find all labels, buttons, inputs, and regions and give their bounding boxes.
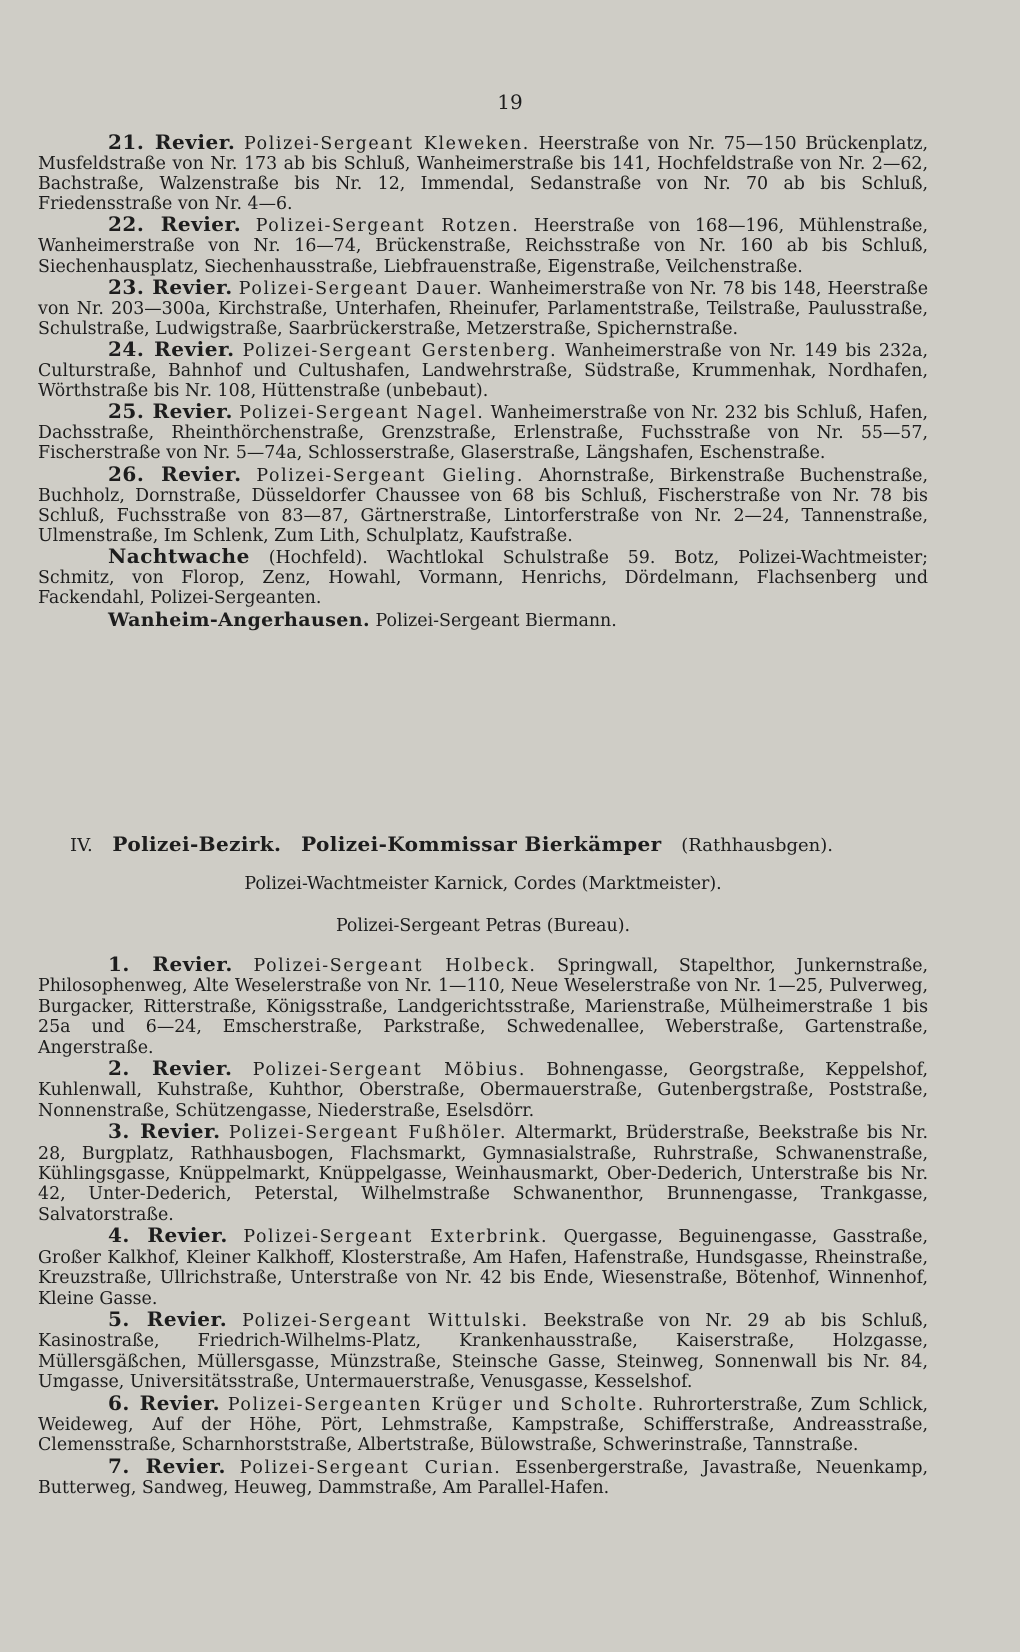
bezirk-bureau: Polizei-Sergeant Petras (Bureau).	[335, 916, 631, 936]
revier-entry-4	[38, 1225, 928, 1309]
revier-officer: Polizei-Sergeant Kleweken.	[244, 134, 530, 154]
revier-streets: Wanheimerstraße von Nr. 149 bis 232a, Culturstraße, Bahnhof und Cultushafen, Landwehrstraße, Südstraße, Krummenhak, Nordhafen, Wörthstraße bis Nr. 108, Hüttenstraße (unbebaut).	[38, 340, 928, 402]
revier-number: 4. Revier.	[108, 1223, 228, 1248]
revier-streets: Ruhrorterstraße, Zum Schlick, Weideweg, Auf der Höhe, Pört, Lehmstraße, Kampstraße, Schifferstraße, Andreasstraße, Clemensstraße, Scharnhorststraße, Albertstraße, Bülowstraße, Schwerinstraße, Tannstraße.	[38, 1394, 929, 1456]
revier-entry-5	[38, 1306, 928, 1393]
revier-streets: Wanheimerstraße von Nr. 78 bis 148, Heerstraße von Nr. 203—300a, Kirchstraße, Unterhafen, Rheinufer, Parlamentstraße, Teilstraße, Paulusstraße, Schulstraße, Ludwigstraße, Saarbrückerstraße, Metzerstraße, Spichernstraße.	[38, 278, 929, 339]
revier-entry-7	[38, 1453, 929, 1499]
page-number: 19	[497, 90, 523, 114]
revier-officer: Polizei-Sergeant Exterbrink.	[243, 1227, 549, 1248]
revier-streets: Ahornstraße, Birkenstraße Buchenstraße, Buchholz, Dornstraße, Düsseldorfer Chaussee von 68 bis Schluß, Fischerstraße von Nr. 78 bis Schluß, Fuchsstraße von 83—87, Gärtnerstraße, Lintorferstraße von Nr. 2—24, Tannenstraße, Ulmenstraße, Im Schlenk, Zum Lith, Schulplatz, Kaufstraße.	[38, 465, 929, 546]
revier-number: 5. Revier.	[108, 1306, 228, 1331]
wanheim-place: Wanheim-Angerhausen.	[108, 609, 371, 632]
revier-officer: Polizei-Sergeant Möbius.	[252, 1060, 526, 1081]
bezirk-wachtmeister: Polizei-Wachtmeister Karnick, Cordes (Marktmeister).	[244, 874, 722, 894]
revier-officer: Polizei-Sergeant Fußhöler.	[228, 1123, 508, 1144]
bezirk-title: Polizei-Bezirk.	[112, 832, 282, 856]
revier-officer: Polizei-Sergeant Gieling.	[256, 465, 524, 486]
revier-streets: Heerstraße von 168—196, Mühlenstraße, Wanheimerstraße von Nr. 16—74, Brückenstraße, Reichsstraße von Nr. 160 ab bis Schluß, Siechenhausplatz, Siechenhausstraße, Liebfrauenstraße, Eigenstraße, Veilchenstraße.	[38, 216, 929, 277]
revier-entry-2	[38, 1058, 928, 1121]
revier-officer: Polizei-Sergeant Curian.	[239, 1457, 502, 1478]
bottom-revier-list	[38, 954, 928, 1499]
revier-entry-1	[38, 954, 928, 1058]
revier-number: 2. Revier.	[108, 1056, 233, 1081]
nachtwache-entry	[38, 543, 928, 609]
bezirk-kommissar: Polizei-Kommissar Bierkämper	[301, 832, 662, 856]
revier-number: 24. Revier.	[108, 336, 235, 361]
nachtwache-text: (Hochfeld). Wachtlokal Schulstraße 59. Botz, Polizei-Wachtmeister; Schmitz, von Florop, Zenz, Howahl, Vormann, Henrichs, Dördelmann, Flachsenberg und Fackendahl, Polizei-Sergeanten.	[38, 547, 928, 609]
revier-streets: Altermarkt, Brüderstraße, Beekstraße bis Nr. 28, Burgplatz, Rathhausbogen, Flachsmarkt, Gymnasialstraße, Ruhrstraße, Schwanenstraße, Kühlingsgasse, Knüppelmarkt, Knüppelgasse, Weinhausmarkt, Ober-Dederich, Unterstraße bis Nr. 42, Unter-Dederich, Peterstal, Wilhelmstraße Schwanenthor, Brunnengasse, Trankgasse, Salvatorstraße.	[38, 1123, 928, 1225]
revier-entry-3	[38, 1121, 928, 1225]
nachtwache-label: Nachtwache	[108, 543, 250, 568]
revier-number: 3. Revier.	[108, 1119, 221, 1144]
top-revier-list	[38, 132, 928, 631]
revier-entry-26	[38, 461, 929, 546]
bezirk-iv-section	[38, 832, 928, 1499]
revier-officer: Polizei-Sergeant Holbeck.	[253, 956, 537, 976]
revier-streets: Essenbergerstraße, Javastraße, Neuenkamp, Butterweg, Sandweg, Heuweg, Dammstraße, Am Parallel-Hafen.	[38, 1457, 929, 1499]
revier-number: 25. Revier.	[108, 399, 233, 424]
revier-entry-23	[38, 274, 929, 339]
revier-streets: Beekstraße von Nr. 29 ab bis Schluß, Kasinostraße, Friedrich-Wilhelms-Platz, Krankenhausstraße, Kaiserstraße, Holzgasse, Müllersgäßchen, Müllersgasse, Münzstraße, Steinsche Gasse, Steinweg, Sonnenwall bis Nr. 84, Umgasse, Universitätsstraße, Untermauerstraße, Venusgasse, Kesselshof.	[38, 1310, 928, 1393]
bezirk-location: (Rathhausbgen).	[681, 835, 833, 856]
revier-streets: Quergasse, Beguinengasse, Gasstraße, Großer Kalkhof, Kleiner Kalkhoff, Klosterstraße, Am Hafen, Hafenstraße, Hundsgasse, Rheinstraße, Kreuzstraße, Ullrichstraße, Unterstraße von Nr. 42 bis Ende, Wiesenstraße, Bötenhof, Winnenhof, Kleine Gasse.	[38, 1227, 928, 1309]
revier-number: 7. Revier.	[108, 1453, 227, 1478]
revier-number: 1. Revier.	[108, 952, 233, 976]
revier-officer: Polizei-Sergeant Gerstenberg.	[242, 340, 558, 361]
revier-officer: Polizei-Sergeanten Krüger und Scholte.	[227, 1394, 645, 1415]
bezirk-number: IV.	[70, 835, 93, 856]
revier-entry-25	[38, 401, 928, 463]
revier-number: 23. Revier.	[108, 274, 233, 299]
revier-officer: Polizei-Sergeant Wittulski.	[242, 1310, 529, 1331]
revier-entry-24	[38, 336, 928, 402]
revier-number: 22. Revier.	[108, 212, 242, 237]
revier-entry-22	[38, 214, 928, 276]
revier-streets: Wanheimerstraße von Nr. 232 bis Schluß, Hafen, Dachsstraße, Rheinthörchenstraße, Grenzstraße, Erlenstraße, Fuchsstraße von Nr. 55—57, Fischerstraße von Nr. 5—74a, Schlosserstraße, Glaserstraße, Längshafen, Eschenstraße.	[38, 403, 928, 464]
revier-number: 26. Revier.	[108, 461, 242, 486]
wanheim-officer: Polizei-Sergeant Biermann.	[375, 611, 617, 632]
revier-streets: Springwall, Stapelthor, Junkernstraße, Philosophenweg, Alte Weselerstraße von Nr. 1—110, Neue Weselerstraße von Nr. 1—25, Pulverweg, Burgacker, Ritterstraße, Königsstraße, Landgerichtsstraße, Marienstraße, Mülheimerstraße 1 bis 25a und 6—24, Emscherstraße, Parkstraße, Schwedenallee, Weberstraße, Gartenstraße, Angerstraße.	[38, 956, 929, 1058]
revier-officer: Polizei-Sergeant Dauer.	[238, 278, 484, 299]
revier-number: 21. Revier.	[108, 130, 236, 154]
revier-streets: Heerstraße von Nr. 75—150 Brückenplatz, Musfeldstraße von Nr. 173 ab bis Schluß, Wanheimerstraße bis 141, Hochfeldstraße von Nr. 2—62, Bachstraße, Walzenstraße bis Nr. 12, Immendal, Sedanstraße von Nr. 70 ab bis Schluß, Friedensstraße von Nr. 4—6.	[38, 134, 928, 215]
revier-streets: Bohnengasse, Georgstraße, Keppelshof, Kuhlenwall, Kuhstraße, Kuhthor, Oberstraße, Obermauerstraße, Gutenbergstraße, Poststraße, Nonnenstraße, Schützengasse, Niederstraße, Eselsdörr.	[38, 1060, 928, 1121]
revier-officer: Polizei-Sergeant Rotzen.	[255, 216, 520, 237]
revier-entry-21	[38, 132, 928, 214]
bezirk-heading	[38, 832, 928, 858]
revier-entry-6	[38, 1390, 929, 1456]
revier-officer: Polizei-Sergeant Nagel.	[239, 403, 485, 424]
wanheim-entry	[38, 610, 928, 631]
revier-number: 6. Revier.	[108, 1390, 221, 1415]
